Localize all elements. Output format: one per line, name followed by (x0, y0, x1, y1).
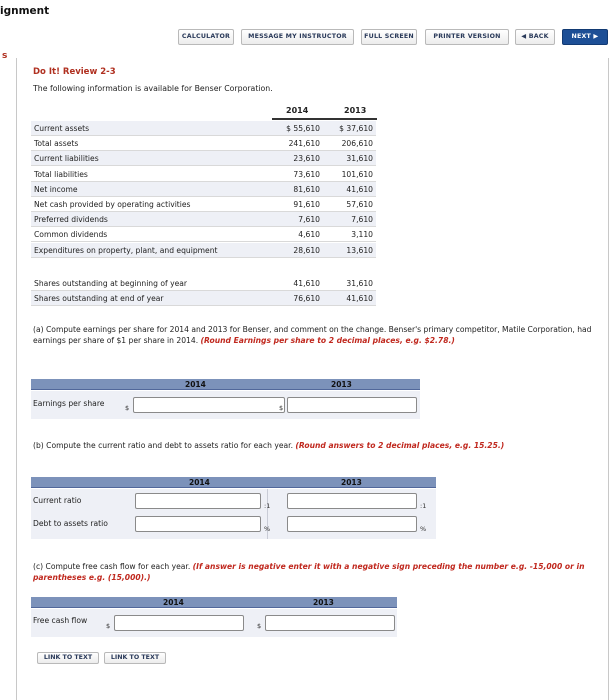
eps-label: Earnings per share (33, 399, 105, 408)
shares-label: Shares outstanding at beginning of year (34, 279, 188, 288)
part-c-instruction: (If answer is negative enter it with a negative sign preceding the number e.g. -15,000 or in parentheses e.g. (15,000).) (33, 562, 585, 582)
table-header-rule (272, 118, 377, 120)
table-label: Net income (34, 184, 78, 194)
current-ratio-2014-input[interactable] (135, 493, 261, 509)
part-b-text (33, 440, 598, 451)
table-label: Net cash provided by operating activities (34, 200, 191, 209)
right-divider (608, 58, 609, 700)
part-a-text (33, 324, 598, 346)
table-row (31, 182, 376, 197)
table-row (31, 121, 376, 136)
table-label: Preferred dividends (34, 215, 108, 225)
part-c-col-2014: 2014 (163, 598, 184, 607)
table-label: Current assets (34, 124, 90, 133)
part-c-question: (c) Compute free cash flow for each year. (33, 562, 191, 571)
part-c-text (33, 561, 598, 583)
shares-row (31, 291, 376, 306)
part-c-header (31, 597, 397, 608)
fcf-2014-input[interactable] (114, 615, 244, 631)
debt-to-assets-2014-suffix: % (264, 525, 271, 533)
debt-to-assets-2013-suffix: % (420, 525, 427, 533)
table-value-2014: 73,610 (293, 169, 320, 179)
debt-to-assets-label: Debt to assets ratio (33, 519, 108, 528)
part-a-col-2014: 2014 (185, 380, 206, 389)
table-label: Current liabilities (34, 154, 99, 164)
table-value-2014: 4,610 (298, 230, 320, 240)
eps-2014-currency: $ (125, 404, 130, 412)
part-a-answer-row (31, 391, 420, 419)
eps-2014-input[interactable] (133, 397, 285, 413)
table-value-2014: 28,610 (293, 245, 320, 255)
table-value-2013: 206,610 (341, 139, 373, 149)
question-title: Do It! Review 2-3 (33, 67, 116, 77)
table-value-2014: 91,610 (293, 200, 320, 209)
table-row (31, 167, 376, 182)
part-c-answer-row (31, 609, 397, 637)
table-value-2013: 101,610 (341, 169, 373, 179)
fcf-2013-currency: $ (257, 622, 262, 630)
table-row (31, 151, 376, 166)
table-row (31, 212, 376, 227)
page-title: ignment (0, 5, 50, 17)
calculator-button[interactable]: CALCULATOR (178, 29, 234, 45)
part-b-header (31, 477, 436, 488)
link-to-text-button-1[interactable]: LINK TO TEXT (37, 652, 99, 664)
table-value-2013: 7,610 (351, 215, 373, 225)
table-value-2014: 241,610 (288, 139, 320, 149)
table-value-2014: 7,610 (298, 215, 320, 225)
shares-value-2013: 41,610 (346, 294, 373, 304)
shares-label: Shares outstanding at end of year (34, 294, 164, 304)
back-button[interactable]: ◀ BACK (515, 29, 555, 45)
table-label: Total assets (34, 139, 79, 149)
table-row (31, 136, 376, 151)
eps-2013-currency: $ (279, 404, 284, 412)
current-ratio-2013-suffix: :1 (420, 502, 427, 510)
message-instructor-button[interactable]: MESSAGE MY INSTRUCTOR (241, 29, 354, 45)
table-value-2014: 23,610 (293, 154, 320, 164)
table-value-2013: 57,610 (346, 200, 373, 209)
part-a-header (31, 379, 420, 390)
part-a-instruction: (Round Earnings per share to 2 decimal places, e.g. $2.78.) (200, 336, 455, 345)
part-b-col-2014: 2014 (189, 478, 210, 487)
table-value-2014: $ 55,610 (286, 124, 320, 133)
part-b-question: (b) Compute the current ratio and debt to assets ratio for each year. (33, 441, 293, 450)
current-ratio-2014-suffix: :1 (264, 502, 271, 510)
table-row (31, 197, 376, 212)
next-button[interactable]: NEXT ▶ (562, 29, 608, 45)
current-ratio-label: Current ratio (33, 496, 82, 505)
part-a-col-2013: 2013 (331, 380, 352, 389)
table-label: Common dividends (34, 230, 108, 240)
part-b-col-2013: 2013 (341, 478, 362, 487)
table-value-2013: 41,610 (346, 184, 373, 194)
fcf-2013-input[interactable] (265, 615, 395, 631)
shares-value-2013: 31,610 (346, 279, 373, 288)
table-header-2013: 2013 (344, 106, 367, 115)
part-b-instruction: (Round answers to 2 decimal places, e.g. 15.25.) (295, 441, 505, 450)
full-screen-button[interactable]: FULL SCREEN (361, 29, 417, 45)
table-label: Total liabilities (34, 169, 88, 179)
table-value-2013: 31,610 (346, 154, 373, 164)
part-a-question: (a) Compute earnings per share for 2014 and 2013 for Benser, and comment on the change. Benser's primary competitor, Matile Corporation, had earnings per share of $1 per share in 2014. (33, 325, 592, 345)
table-header-2014: 2014 (286, 106, 309, 115)
left-marker: s (2, 51, 8, 61)
question-intro: The following information is available for Benser Corporation. (33, 84, 273, 93)
table-value-2013: $ 37,610 (339, 124, 373, 133)
table-value-2013: 13,610 (346, 245, 373, 255)
part-c-col-2013: 2013 (313, 598, 334, 607)
table-value-2014: 81,610 (293, 184, 320, 194)
toolbar (0, 29, 615, 45)
table-value-2013: 3,110 (351, 230, 373, 240)
shares-row (31, 276, 376, 291)
debt-to-assets-2014-input[interactable] (135, 516, 261, 532)
table-label: Expenditures on property, plant, and equipment (34, 245, 218, 255)
page-header (0, 0, 615, 24)
shares-value-2014: 41,610 (293, 279, 320, 288)
fcf-2014-currency: $ (106, 622, 111, 630)
current-ratio-2013-input[interactable] (287, 493, 417, 509)
left-divider (16, 58, 17, 700)
table-row (31, 227, 376, 242)
table-row (31, 243, 376, 258)
shares-value-2014: 76,610 (293, 294, 320, 304)
debt-to-assets-2013-input[interactable] (287, 516, 417, 532)
eps-2013-input[interactable] (287, 397, 417, 413)
free-cash-flow-label: Free cash flow (33, 616, 88, 625)
link-to-text-button-2[interactable]: LINK TO TEXT (104, 652, 166, 664)
printer-version-button[interactable]: PRINTER VERSION (425, 29, 509, 45)
part-b-answer-rows (31, 489, 436, 539)
